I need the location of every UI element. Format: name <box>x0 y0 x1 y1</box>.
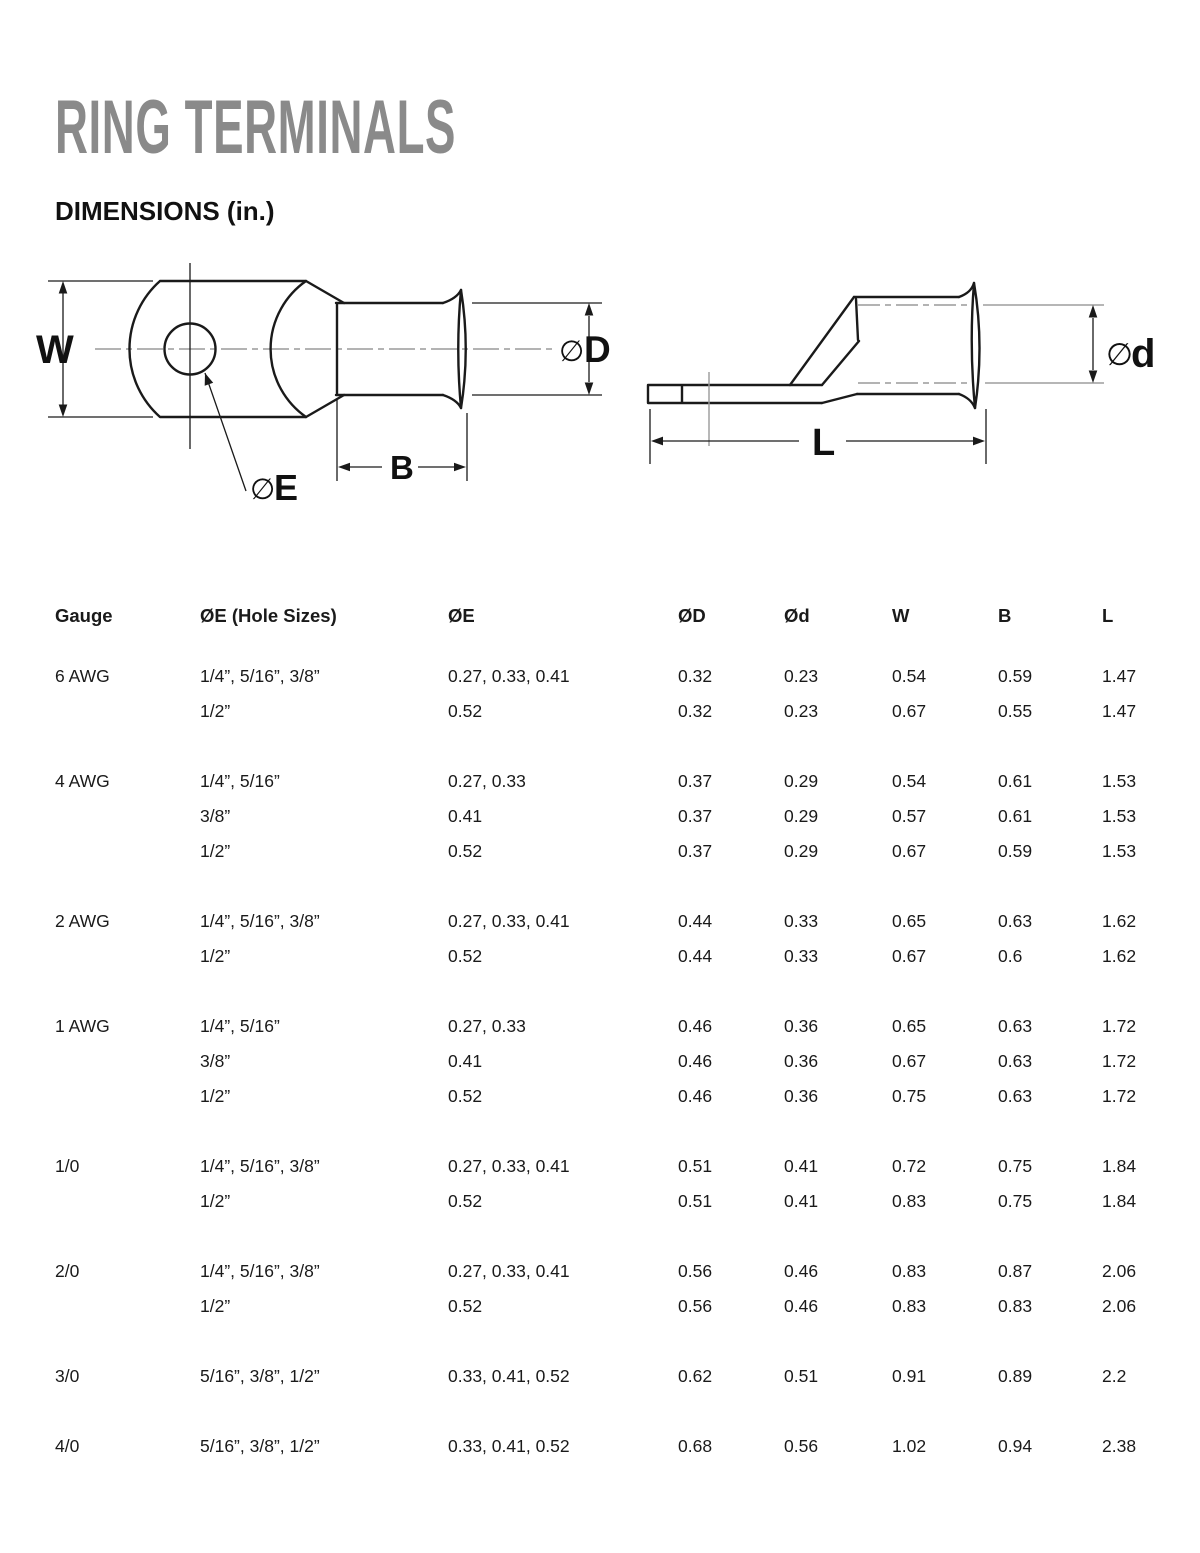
group-spacer <box>55 1324 1165 1359</box>
cell-od-small: 0.46 <box>784 1296 819 1316</box>
cell-gauge: 4 AWG <box>55 771 110 791</box>
cell-b: 0.63 <box>998 1086 1033 1106</box>
top-view-diagram <box>36 263 611 508</box>
tongue-outline <box>648 385 822 403</box>
cell-l: 1.53 <box>1102 841 1137 861</box>
cell-b: 0.6 <box>998 946 1023 966</box>
dim-label-d-inner: d <box>1131 332 1156 376</box>
cell-od-small: 0.29 <box>784 771 819 791</box>
dimension-l <box>650 409 986 464</box>
cell-oe: 0.27, 0.33, 0.41 <box>448 1261 570 1281</box>
cell-od: 0.37 <box>678 771 713 791</box>
cell-od-small: 0.46 <box>784 1261 819 1281</box>
col-header-oe: ØE <box>448 605 475 626</box>
cell-b: 0.59 <box>998 841 1033 861</box>
cell-od-small: 0.41 <box>784 1191 819 1211</box>
cell-oe: 0.27, 0.33, 0.41 <box>448 1156 570 1176</box>
cell-oe: 0.52 <box>448 1086 483 1106</box>
cell-od-small: 0.51 <box>784 1366 819 1386</box>
col-header-w: W <box>892 605 910 626</box>
cell-hole-sizes: 1/4”, 5/16”, 3/8” <box>200 1156 320 1176</box>
cell-od: 0.51 <box>678 1156 713 1176</box>
cell-w: 0.83 <box>892 1191 927 1211</box>
table-body <box>55 659 1165 1464</box>
cell-gauge: 6 AWG <box>55 666 110 686</box>
cell-w: 0.67 <box>892 1051 927 1071</box>
group-spacer <box>55 869 1165 904</box>
cell-b: 0.89 <box>998 1366 1033 1386</box>
cell-od-small: 0.29 <box>784 806 819 826</box>
cell-od-small: 0.23 <box>784 666 819 686</box>
cell-l: 2.38 <box>1102 1436 1137 1456</box>
page-title: RING TERMINALS <box>55 85 457 170</box>
cell-w: 0.67 <box>892 841 927 861</box>
cell-l: 1.53 <box>1102 771 1137 791</box>
bore-centerlines <box>858 305 968 383</box>
cell-w: 0.75 <box>892 1086 927 1106</box>
cell-l: 1.84 <box>1102 1191 1137 1211</box>
table-row <box>55 1044 1165 1079</box>
cell-w: 0.72 <box>892 1156 927 1176</box>
cell-od-small: 0.41 <box>784 1156 819 1176</box>
cell-oe: 0.41 <box>448 1051 483 1071</box>
table-row <box>55 694 1165 729</box>
cell-od-small: 0.36 <box>784 1086 819 1106</box>
cell-od: 0.51 <box>678 1191 713 1211</box>
group-spacer <box>55 729 1165 764</box>
cell-od: 0.56 <box>678 1296 713 1316</box>
cell-w: 0.65 <box>892 911 927 931</box>
cell-hole-sizes: 1/2” <box>200 1296 231 1316</box>
cell-b: 0.59 <box>998 666 1033 686</box>
table-row <box>55 939 1165 974</box>
cell-l: 1.84 <box>1102 1156 1137 1176</box>
cell-gauge: 4/0 <box>55 1436 80 1456</box>
cell-w: 0.65 <box>892 1016 927 1036</box>
col-header-od-small: Ød <box>784 605 810 626</box>
cell-gauge <box>55 1079 200 1114</box>
cell-b: 0.63 <box>998 1016 1033 1036</box>
side-view-diagram <box>648 283 1155 464</box>
cell-hole-sizes: 1/2” <box>200 1191 231 1211</box>
cell-od-small: 0.29 <box>784 841 819 861</box>
cell-hole-sizes: 3/8” <box>200 1051 231 1071</box>
table-row <box>55 1009 1165 1044</box>
diameter-symbol: ∅ <box>250 474 276 506</box>
cell-l: 1.72 <box>1102 1086 1137 1106</box>
cell-gauge <box>55 1289 200 1324</box>
cell-od: 0.44 <box>678 946 713 966</box>
cell-hole-sizes: 1/4”, 5/16” <box>200 1016 280 1036</box>
dim-label-l: L <box>812 422 836 464</box>
col-header-b: B <box>998 605 1012 626</box>
cell-b: 0.63 <box>998 911 1033 931</box>
cell-l: 1.62 <box>1102 946 1137 966</box>
cell-od: 0.46 <box>678 1086 713 1106</box>
table-row <box>55 1429 1165 1464</box>
cell-oe: 0.52 <box>448 1191 483 1211</box>
cell-od: 0.32 <box>678 701 713 721</box>
dim-label-w: W <box>36 328 74 372</box>
cell-od-small: 0.56 <box>784 1436 819 1456</box>
col-header-hole-sizes: ØE (Hole Sizes) <box>200 605 337 626</box>
table-row <box>55 764 1165 799</box>
side-barrel-outline <box>854 297 959 394</box>
cell-od: 0.56 <box>678 1261 713 1281</box>
dimension-w <box>36 281 153 417</box>
table-row <box>55 1184 1165 1219</box>
dimension-b <box>337 400 467 486</box>
cell-od: 0.32 <box>678 666 713 686</box>
cell-w: 0.54 <box>892 666 927 686</box>
col-header-gauge: Gauge <box>55 605 113 626</box>
cell-gauge: 1/0 <box>55 1156 80 1176</box>
cell-oe: 0.27, 0.33, 0.41 <box>448 666 570 686</box>
dim-label-d-outer: D <box>584 329 611 370</box>
cell-hole-sizes: 5/16”, 3/8”, 1/2” <box>200 1436 320 1456</box>
cell-od-small: 0.23 <box>784 701 819 721</box>
dimensions-table <box>55 598 1165 1464</box>
dimension-d-inner <box>983 305 1155 383</box>
cell-od-small: 0.33 <box>784 911 819 931</box>
cell-hole-sizes: 1/4”, 5/16” <box>200 771 280 791</box>
cell-b: 0.75 <box>998 1191 1033 1211</box>
side-flare-rim <box>972 283 980 408</box>
cell-oe: 0.41 <box>448 806 483 826</box>
cell-od: 0.37 <box>678 806 713 826</box>
cell-oe: 0.52 <box>448 1296 483 1316</box>
cell-oe: 0.52 <box>448 946 483 966</box>
table-row <box>55 799 1165 834</box>
group-spacer <box>55 1394 1165 1429</box>
cell-b: 0.55 <box>998 701 1033 721</box>
table-header-row <box>55 598 1165 634</box>
cell-b: 0.61 <box>998 771 1033 791</box>
group-spacer <box>55 1219 1165 1254</box>
table-row <box>55 1079 1165 1114</box>
cell-l: 1.47 <box>1102 701 1137 721</box>
dim-label-e: E <box>274 467 299 508</box>
cell-hole-sizes: 5/16”, 3/8”, 1/2” <box>200 1366 320 1386</box>
dimension-diagrams <box>30 248 1170 520</box>
cell-gauge <box>55 939 200 974</box>
cell-od: 0.68 <box>678 1436 713 1456</box>
cell-hole-sizes: 1/2” <box>200 1086 231 1106</box>
cell-hole-sizes: 1/4”, 5/16”, 3/8” <box>200 1261 320 1281</box>
cell-l: 1.72 <box>1102 1051 1137 1071</box>
cell-w: 0.83 <box>892 1296 927 1316</box>
cell-oe: 0.27, 0.33 <box>448 771 526 791</box>
cell-w: 0.54 <box>892 771 927 791</box>
cell-w: 0.67 <box>892 701 927 721</box>
cell-gauge <box>55 694 200 729</box>
cell-oe: 0.27, 0.33 <box>448 1016 526 1036</box>
cell-b: 0.63 <box>998 1051 1033 1071</box>
cell-od: 0.37 <box>678 841 713 861</box>
neck-lines <box>790 297 859 403</box>
cell-gauge: 2/0 <box>55 1261 80 1281</box>
cell-gauge <box>55 799 200 834</box>
cell-l: 2.06 <box>1102 1296 1137 1316</box>
cell-b: 0.75 <box>998 1156 1033 1176</box>
cell-l: 2.06 <box>1102 1261 1137 1281</box>
cell-b: 0.87 <box>998 1261 1033 1281</box>
table-row <box>55 659 1165 694</box>
group-spacer <box>55 1114 1165 1149</box>
cell-w: 0.83 <box>892 1261 927 1281</box>
cell-od: 0.46 <box>678 1051 713 1071</box>
cell-od: 0.46 <box>678 1016 713 1036</box>
cell-w: 0.67 <box>892 946 927 966</box>
cell-hole-sizes: 1/2” <box>200 841 231 861</box>
cell-gauge <box>55 1184 200 1219</box>
cell-w: 0.57 <box>892 806 927 826</box>
cell-l: 1.53 <box>1102 806 1137 826</box>
table-row <box>55 904 1165 939</box>
group-spacer <box>55 974 1165 1009</box>
table-row <box>55 1149 1165 1184</box>
cell-oe: 0.52 <box>448 841 483 861</box>
cell-hole-sizes: 1/4”, 5/16”, 3/8” <box>200 666 320 686</box>
table-row <box>55 834 1165 869</box>
table-row <box>55 1289 1165 1324</box>
cell-gauge: 3/0 <box>55 1366 80 1386</box>
section-title: DIMENSIONS (in.) <box>55 196 275 226</box>
cell-w: 0.91 <box>892 1366 927 1386</box>
diameter-symbol: ∅ <box>559 336 585 368</box>
col-header-l: L <box>1102 605 1114 626</box>
cell-l: 1.72 <box>1102 1016 1137 1036</box>
cell-oe: 0.27, 0.33, 0.41 <box>448 911 570 931</box>
cell-od-small: 0.36 <box>784 1051 819 1071</box>
cell-od: 0.62 <box>678 1366 713 1386</box>
cell-l: 1.62 <box>1102 911 1137 931</box>
cell-od: 0.44 <box>678 911 713 931</box>
cell-od-small: 0.33 <box>784 946 819 966</box>
cell-gauge: 2 AWG <box>55 911 110 931</box>
col-header-od: ØD <box>678 605 706 626</box>
cell-od-small: 0.36 <box>784 1016 819 1036</box>
cell-gauge <box>55 1044 200 1079</box>
cell-gauge <box>55 834 200 869</box>
dim-label-b: B <box>390 449 414 486</box>
cell-w: 1.02 <box>892 1436 927 1456</box>
cell-oe: 0.33, 0.41, 0.52 <box>448 1366 570 1386</box>
cell-hole-sizes: 1/4”, 5/16”, 3/8” <box>200 911 320 931</box>
cell-hole-sizes: 3/8” <box>200 806 231 826</box>
cell-oe: 0.33, 0.41, 0.52 <box>448 1436 570 1456</box>
cell-hole-sizes: 1/2” <box>200 701 231 721</box>
cell-b: 0.83 <box>998 1296 1033 1316</box>
table-row <box>55 1359 1165 1394</box>
cell-l: 1.47 <box>1102 666 1137 686</box>
diameter-symbol: ∅ <box>1106 337 1134 372</box>
cell-hole-sizes: 1/2” <box>200 946 231 966</box>
cell-l: 2.2 <box>1102 1366 1127 1386</box>
cell-gauge: 1 AWG <box>55 1016 110 1036</box>
cell-b: 0.94 <box>998 1436 1033 1456</box>
cell-b: 0.61 <box>998 806 1033 826</box>
table-row <box>55 1254 1165 1289</box>
cell-oe: 0.52 <box>448 701 483 721</box>
